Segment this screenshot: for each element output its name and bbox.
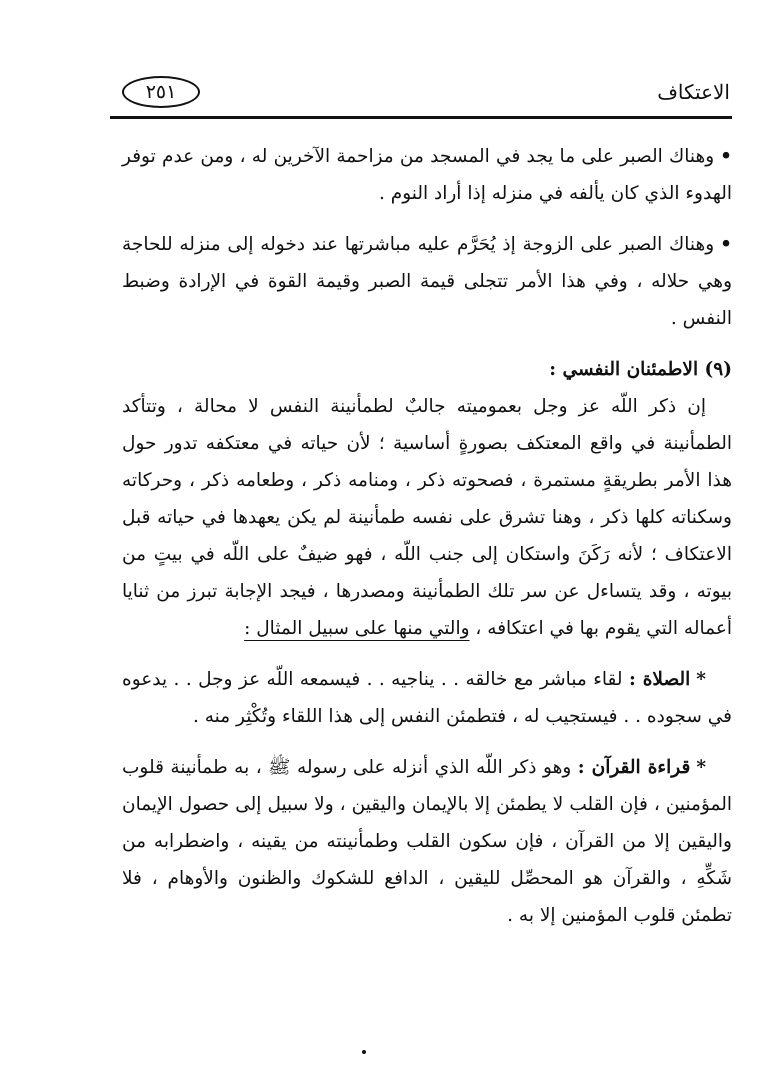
example-paragraph-prayer <box>122 661 732 735</box>
bullet-paragraph-patience-mosque <box>122 138 732 212</box>
example-term: الصلاة : <box>628 669 691 690</box>
header-rule <box>110 116 732 119</box>
asterisk-icon: * <box>696 669 706 690</box>
section-paragraph-text: إن ذكر اللّه عز وجل بعموميته جالبٌ لطمأنينة النفس لا محالة ، وتتأكد الطمأنينة في واقع المعتكف بصورةٍ أساسية ؛ لأن حياته في معتكفه تدور حول هذا الأمر بطريقةٍ مستمرة ، فصحوته ذكر ، ومنامه ذكر ، وطعامه ذكر ، وحركاته وسكناته كلها ذكر ، وهنا تشرق على نفسه طمأنينة لم يكن يعهدها في حياته قبل الاعتكاف ؛ لأنه رَكَنَ واستكان إلى جنب اللّه ، فهو ضيفٌ على اللّه في بيتٍ من بيوته ، وقد يتساءل عن سر تلك الطمأنينة ومصدرها ، فيجد الإجابة تبرز من ثنايا أعماله التي يقوم بها في اعتكافه ، <box>122 396 732 639</box>
example-text: لقاء مباشر مع خالقه . . يناجيه . . فيسمعه اللّه عز وجل . . يدعوه في سجوده . . فيستجيب له ، فتطمئن النفس إلى هذا اللقاء وتُكْثِر منه . <box>122 669 732 727</box>
footer-dot <box>362 1050 366 1054</box>
spacer <box>122 735 732 749</box>
bullet-text: وهناك الصبر على الزوجة إذ يُحَرَّم عليه مباشرتها عند دخوله إلى منزله للحاجة وهي حلاله ، وفي هذا الأمر تتجلى قيمة الصبر وقيمة القوة في الإرادة وضبط النفس . <box>122 234 732 329</box>
page-content <box>122 138 732 934</box>
page-header <box>110 72 730 114</box>
bullet-icon: • <box>720 234 732 255</box>
example-term: قراءة القرآن : <box>577 757 691 778</box>
running-title: الاعتكاف <box>657 80 730 104</box>
asterisk-icon: * <box>696 757 706 778</box>
bullet-icon: • <box>720 146 732 167</box>
bullet-text: وهناك الصبر على ما يجد في المسجد من مزاحمة الآخرين له ، ومن عدم توفر الهدوء الذي كان يألفه في منزله إذا أراد النوم . <box>122 146 732 204</box>
example-text: وهو ذكر اللّه الذي أنزله على رسوله ﷺ ، به طمأنينة قلوب المؤمنين ، فإن القلب لا يطمئن إلا بالإيمان واليقين ، ولا سبيل إلى حصول الإيمان واليقين إلا من القرآن ، فإن سكون القلب وطمأنينته من يقينه ، واضطرابه من شَكِّهِ ، والقرآن هو المحصِّل لليقين ، الدافع للشكوك والظنون والأوهام ، فلا تطمئن قلوب المؤمنين إلا به . <box>122 757 732 926</box>
section-heading: (٩) الاطمئنان النفسي : <box>549 359 732 380</box>
spacer <box>122 647 732 661</box>
section-paragraph <box>122 388 732 647</box>
bullet-paragraph-patience-spouse <box>122 226 732 337</box>
underlined-phrase: والتي منها على سبيل المثال : <box>244 618 470 639</box>
page-number: ٢٥١ <box>122 76 200 108</box>
example-paragraph-quran <box>122 749 732 934</box>
